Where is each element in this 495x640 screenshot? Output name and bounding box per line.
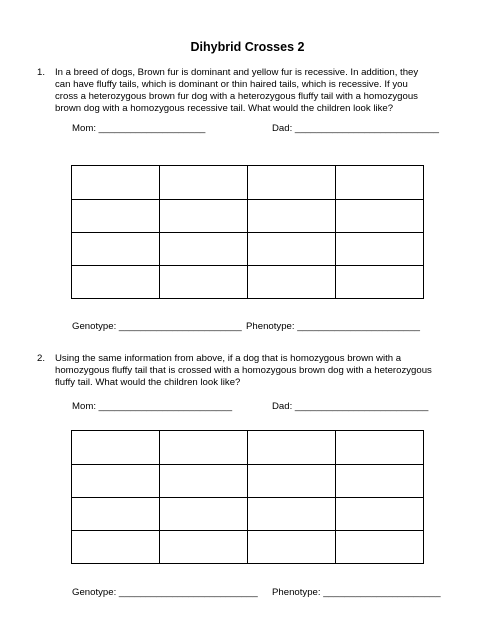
question-2-phenotype-field: Phenotype: ______________________ bbox=[272, 587, 441, 598]
punnett-cell bbox=[248, 200, 336, 233]
question-1-line: cross a heterozygous brown fur dog with a heterozygous fluffy tail with a homozygous bbox=[55, 91, 418, 102]
punnett-cell bbox=[160, 498, 248, 531]
worksheet-title: Dihybrid Crosses 2 bbox=[190, 40, 305, 54]
question-2-number: 2. bbox=[37, 353, 46, 364]
punnett-cell bbox=[160, 233, 248, 266]
punnett-row bbox=[72, 431, 424, 465]
punnett-cell bbox=[72, 266, 160, 299]
punnett-row bbox=[72, 465, 424, 498]
punnett-row bbox=[72, 166, 424, 200]
punnett-cell bbox=[336, 498, 424, 531]
punnett-square-1 bbox=[71, 165, 424, 299]
punnett-cell bbox=[248, 431, 336, 465]
punnett-cell bbox=[248, 465, 336, 498]
punnett-cell bbox=[160, 465, 248, 498]
punnett-cell bbox=[336, 233, 424, 266]
question-1-line: In a breed of dogs, Brown fur is dominant and yellow fur is recessive. In addition, they bbox=[55, 67, 419, 78]
punnett-cell bbox=[72, 431, 160, 465]
punnett-cell bbox=[160, 266, 248, 299]
punnett-cell bbox=[336, 431, 424, 465]
punnett-square-2 bbox=[71, 430, 424, 564]
punnett-cell bbox=[336, 531, 424, 564]
question-1-phenotype-field: Phenotype: _______________________ bbox=[246, 321, 420, 332]
punnett-cell bbox=[72, 498, 160, 531]
punnett-cell bbox=[72, 200, 160, 233]
punnett-row bbox=[72, 266, 424, 299]
punnett-cell bbox=[72, 531, 160, 564]
punnett-cell bbox=[160, 200, 248, 233]
punnett-cell bbox=[336, 266, 424, 299]
question-2-dad-field: Dad: _________________________ bbox=[272, 401, 429, 412]
punnett-row bbox=[72, 233, 424, 266]
punnett-cell bbox=[160, 531, 248, 564]
punnett-cell bbox=[248, 166, 336, 200]
question-2-line: homozygous fluffy tail that is crossed with a homozygous brown dog with a heterozygous bbox=[55, 365, 432, 376]
question-2-genotype-field: Genotype: __________________________ bbox=[72, 587, 258, 598]
punnett-cell bbox=[72, 233, 160, 266]
punnett-row bbox=[72, 531, 424, 564]
question-1-number: 1. bbox=[37, 67, 46, 78]
question-1-text bbox=[55, 67, 435, 115]
question-2-line: fluffy tail. What would the children look like? bbox=[55, 377, 241, 388]
question-2-mom-field: Mom: _________________________ bbox=[72, 401, 233, 412]
punnett-cell bbox=[160, 166, 248, 200]
punnett-cell bbox=[248, 266, 336, 299]
punnett-cell bbox=[248, 498, 336, 531]
punnett-cell bbox=[336, 166, 424, 200]
punnett-cell bbox=[160, 431, 248, 465]
punnett-cell bbox=[72, 166, 160, 200]
question-1-mom-field: Mom: ____________________ bbox=[72, 123, 206, 134]
punnett-cell bbox=[336, 465, 424, 498]
question-2-line: Using the same information from above, if a dog that is homozygous brown with a bbox=[55, 353, 402, 364]
punnett-cell bbox=[248, 531, 336, 564]
question-1-line: brown dog with a homozygous recessive tail. What would the children look like? bbox=[55, 103, 394, 114]
question-1-line: can have fluffy tails, which is dominant or thin haired tails, which is recessive. If you bbox=[55, 79, 408, 90]
question-2-text bbox=[55, 353, 435, 389]
punnett-cell bbox=[72, 465, 160, 498]
question-1-dad-field: Dad: ___________________________ bbox=[272, 123, 439, 134]
punnett-row bbox=[72, 498, 424, 531]
punnett-cell bbox=[336, 200, 424, 233]
punnett-row bbox=[72, 200, 424, 233]
question-1-genotype-field: Genotype: _______________________ bbox=[72, 321, 242, 332]
punnett-cell bbox=[248, 233, 336, 266]
